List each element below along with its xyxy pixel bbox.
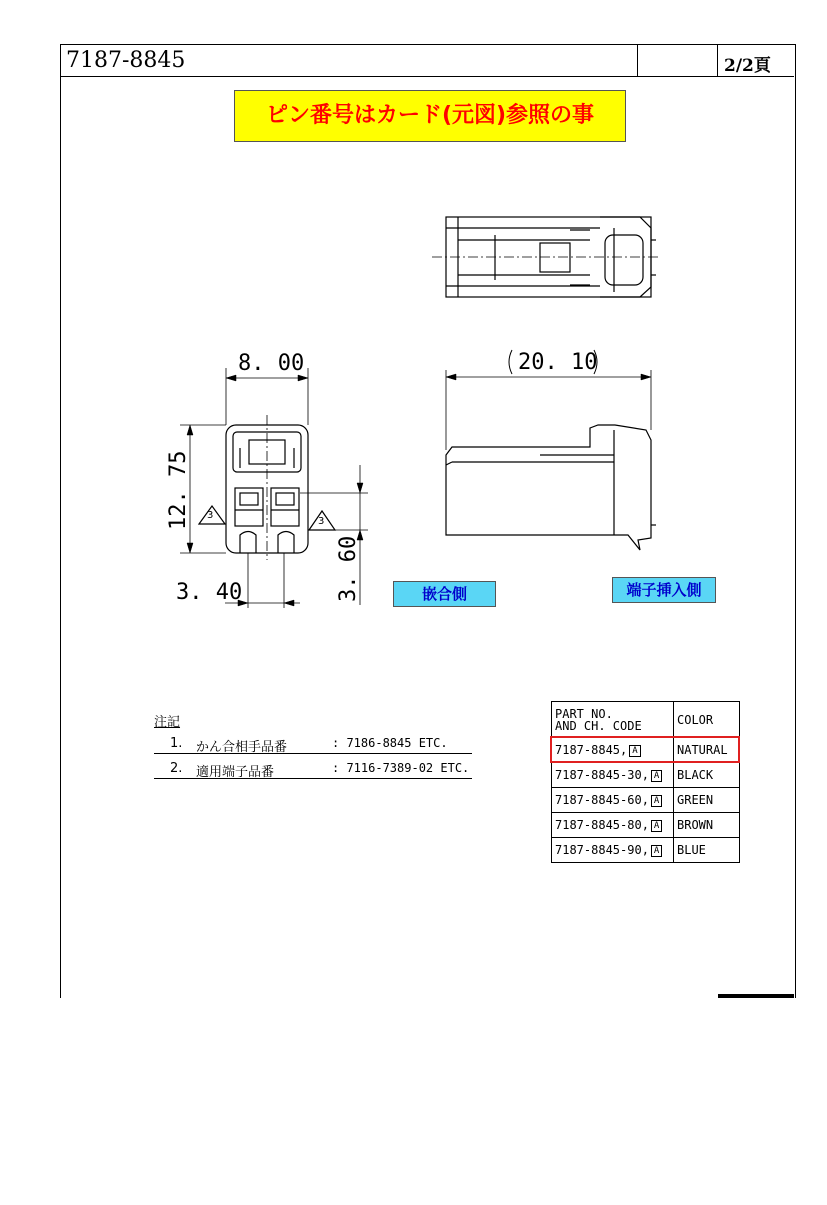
height-dimension: 12. 75 [166, 450, 191, 530]
mating-side-label: 嵌合側 [393, 581, 496, 607]
note-item [154, 756, 472, 779]
note-index: 2. [170, 761, 183, 776]
color-header: COLOR [674, 702, 740, 738]
part-number: 7187-8845-30, [555, 768, 649, 782]
color-value: BROWN [674, 813, 740, 838]
color-value: GREEN [674, 788, 740, 813]
table-row [552, 813, 740, 838]
part-number: 7187-8845, [555, 743, 628, 757]
note-item [154, 731, 472, 754]
note-label: かん合相手品番 [196, 740, 288, 755]
top-view-drawing [432, 217, 660, 297]
callout-mark: 3 [207, 510, 214, 521]
note-value: : 7116-7389-02 ETC. [332, 761, 470, 775]
pitch-dimension: 3. 40 [176, 580, 243, 605]
color-value: BLUE [674, 838, 740, 863]
width-dimension: 8. 00 [238, 351, 305, 376]
page-number: 2/2頁 [724, 56, 771, 76]
table-row [552, 838, 740, 863]
revision-box: A [629, 745, 640, 757]
revision-box: A [651, 845, 662, 857]
table-row [552, 788, 740, 813]
part-number: 7187-8845-60, [555, 793, 649, 807]
revision-box: A [651, 770, 662, 782]
depth-dimension: 3. 60 [336, 535, 361, 602]
drawing-number: 7187-8845 [66, 48, 186, 73]
part-number: 7187-8845-80, [555, 818, 649, 832]
terminal-insertion-side-label: 端子挿入側 [612, 577, 716, 603]
callout-mark: 3 [318, 516, 325, 527]
part-no-header-line1: PART NO. [555, 706, 613, 721]
color-value: NATURAL [674, 738, 740, 763]
color-value: BLACK [674, 763, 740, 788]
side-view-drawing [446, 350, 656, 550]
part-no-header [552, 702, 674, 738]
length-dimension: 20. 10 [518, 350, 598, 375]
revision-box: A [651, 820, 662, 832]
part-no-header-line2: AND CH. CODE [555, 718, 642, 733]
table-header-row [552, 702, 740, 738]
part-number: 7187-8845-90, [555, 843, 649, 857]
note-index: 1. [170, 736, 183, 751]
notes-title: 注記 [154, 715, 181, 730]
revision-box: A [651, 795, 662, 807]
table-row [552, 763, 740, 788]
note-label: 適用端子品番 [196, 765, 275, 780]
table-row [552, 738, 740, 763]
part-number-table [551, 701, 740, 863]
pin-number-warning: ピン番号はカード(元図)参照の事 [234, 90, 626, 142]
note-value: : 7186-8845 ETC. [332, 736, 448, 750]
